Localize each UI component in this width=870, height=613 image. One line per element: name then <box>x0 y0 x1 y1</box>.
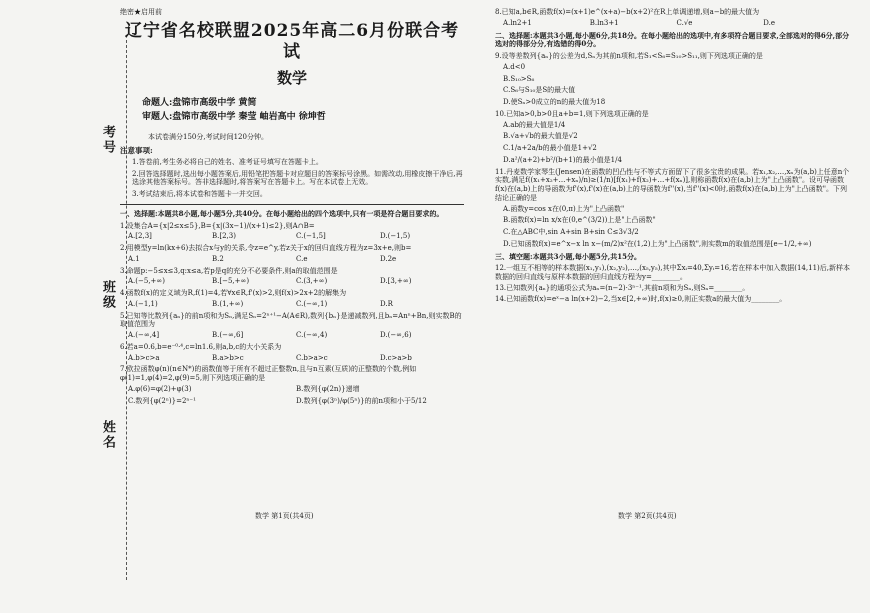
option: B.[2,3) <box>212 232 236 241</box>
question-2: 2.用模型y=ln(kx+6)去拟合x与y的关系,令z=e^y,若z关于x的回归直线方程为z=3x+e,则b= <box>120 244 412 253</box>
question-1-options <box>128 232 464 241</box>
option: C.(−∞,1) <box>296 299 328 308</box>
option: A.函数y=cos x在(0,π)上为"上凸函数" <box>503 204 625 213</box>
notice-item: 1.答卷前,考生务必将自己的姓名、准考证号填写在答题卡上。 <box>132 157 323 166</box>
option: C.(−∞,4) <box>296 331 328 340</box>
option: A.ln2+1 <box>503 18 532 27</box>
section-3-heading: 三、填空题:本题共3小题,每小题5分,共15分。 <box>495 251 641 261</box>
option: B.√a+√b的最大值是√2 <box>503 132 578 141</box>
option: B.[−5,+∞) <box>212 277 250 286</box>
option: A.[2,3] <box>128 232 152 241</box>
option: A.(−5,+∞) <box>128 277 165 286</box>
page-2-footer: 数学 第2页(共4页) <box>618 512 677 520</box>
question-9: 9.设等差数列{aₙ}的公差为d,Sₙ为其前n项和,若S₁<S₆=S₁₀>S₁₁,则下列选项正确的是 <box>495 52 763 60</box>
section-2-heading: 二、选择题:本题共3小题,每小题6分,共18分。在每小题给出的选项中,有多项符合题目要求,全部选对的得6分,部分选对的得部分分,有选错的得0分。 <box>495 30 850 49</box>
option: D.使Sₙ>0成立的n的最大值为18 <box>503 98 606 106</box>
option: D.[3,+∞) <box>380 277 412 286</box>
option: C.e <box>296 254 308 263</box>
option: D.数列{φ(3ⁿ)/φ(5ⁿ)}的前n项和小于5/12 <box>296 396 427 405</box>
question-10: 10.已知a>0,b>0且a+b=1,则下列选项正确的是 <box>495 109 649 118</box>
question-1: 1.设集合A={x|2≤x≤5},B={x|(3x−1)/(x+1)≤2},则A∩B= <box>120 221 315 230</box>
exam-meta: 本试卷满分150分,考试时间120分钟。 <box>148 132 268 141</box>
page-2 <box>495 8 850 305</box>
option: C.S₆与S₁₀是S的最大值 <box>503 86 576 95</box>
option: C.数列{φ(2ⁿ)}=2ⁿ⁻¹ <box>128 396 196 405</box>
option: D.c>a>b <box>380 353 412 362</box>
section-1-heading: 一、选择题:本题共8小题,每小题5分,共40分。在每小题给出的四个选项中,只有一项是符合题目要求的。 <box>120 208 444 218</box>
option: B.S₁₀>S₆ <box>503 74 535 83</box>
question-3: 3.命题p:−5≤x≤3,q:x≤a,若p是q的充分不必要条件,则a的取值范围是 <box>120 266 338 275</box>
exam-number-label: 考号 <box>100 125 115 155</box>
exam-title: 辽宁省名校联盟2025年高二6月份联合考试 <box>124 20 460 62</box>
question-14: 14.已知函数f(x)=eˣ−a ln(x+2)−2,当x∈[2,+∞)时,f(x)≥0,则正实数a的最大值为________。 <box>495 294 787 303</box>
option: D.(−∞,6) <box>380 331 412 340</box>
option: D.a²/(a+2)+b²/(b+1)的最小值是1/4 <box>503 155 622 164</box>
option: B.(−∞,6] <box>212 331 244 340</box>
name-label: 姓名 <box>100 420 115 450</box>
class-label: 班级 <box>100 280 115 310</box>
question-12: 12.一组互不相等的样本数据(x₁,y₁),(x₂,y₂),…,(x₅,y₅),其中Σxᵢ=40,Σyᵢ=16,若在样本中加入数据(14,11)后,新样本数据的回归直线与原样本数据的回归直线方程为y=________。 <box>495 264 850 281</box>
question-4: 4.函数f(x)的定义域为R,f(1)=4,若∀x∈R,f'(x)>2,则f(x)>2x+2的解集为 <box>120 289 347 298</box>
option: B.2 <box>212 254 224 263</box>
question-6-options <box>128 354 464 363</box>
notice-heading: 注意事项: <box>120 145 153 155</box>
question-13: 13.已知数列{aₙ}的通项公式为aₙ=(n−2)·3ⁿ⁻¹,其前n项和为Sₙ,则Sₙ=________。 <box>495 283 750 292</box>
option: A.1 <box>128 254 140 263</box>
option: B.ln3+1 <box>589 18 619 27</box>
divider <box>120 204 464 205</box>
option: D.e <box>763 18 775 27</box>
option: C.(3,+∞) <box>296 277 328 286</box>
author-line: 命题人:盘锦市高级中学 黄简 <box>142 98 257 108</box>
question-7-options-row2 <box>128 397 464 406</box>
option: C.1/a+2a/b的最小值是1+√2 <box>503 144 597 152</box>
option: A.ab的最大值是1/4 <box>503 120 566 129</box>
option: A.(−∞,4] <box>128 331 160 340</box>
notice-list <box>132 158 464 199</box>
option: D.(−1,5) <box>380 232 411 241</box>
notice-item: 2.回答选择题时,选出每小题答案后,用铅笔把答题卡对应题目的答案标号涂黑。如需改动,用橡皮擦干净后,再选涂其他答案标号。答非选择题时,将答案写在答题卡上。写在本试卷上无效。 <box>132 169 463 187</box>
question-8: 8.已知a,b∈R,函数f(x)=(x+1)e^(x+a)−b(x+2)²在R上单调递增,则a−b的最大值为 <box>495 8 760 16</box>
option: B.(1,+∞) <box>212 299 244 308</box>
question-11: 11.丹麦数学家琴生(Jensen)在函数的凹凸性与不等式方面留下了很多宝贵的成果。若x₁,x₂,…,xₙ为(a,b)上任意n个实数,满足f((x₁+x₂+…+xₙ)/n)≥(1/n)[f(x₁)+f(x₂)+…+f(xₙ)],则称函数f(x)在(a,b)上为"上凸函数"。设可导函数f(x)在(a,b)上的导函数为f'(x),f'(x)在(a,b)上的导函数为f''(x),当f''(x)<0时,函数f(x)在(a,b)上为"上凸函数"。下列结论正确的是 <box>495 167 850 202</box>
page-1 <box>120 8 464 408</box>
reviewer-line: 审题人:盘锦市高级中学 秦莹 岫岩高中 徐坤哲 <box>142 112 326 123</box>
option: C.(−1,5] <box>296 232 326 241</box>
subject-title: 数学 <box>276 69 307 88</box>
page-1-footer: 数学 第1页(共4页) <box>255 512 314 520</box>
option: A.b>c>a <box>128 353 160 362</box>
option: D.已知函数f(x)=e^x−x ln x−(m/2)x²在(1,2)上为"上凸函数",则实数m的取值范围是[e−1/2,+∞) <box>503 239 812 248</box>
confidential-mark: 绝密★启用前 <box>120 8 162 16</box>
question-4-options <box>128 300 464 309</box>
option: C.在△ABC中,sin A+sin B+sin C≤3√3/2 <box>503 228 639 236</box>
option: B.函数f(x)=ln x/x在(0,e^(3/2))上是"上凸函数" <box>503 216 656 225</box>
question-5: 5.已知等比数列{aₙ}的前n项和为Sₙ,满足Sₙ=2ⁿ⁺¹−A(A∈R),数列{bₙ}是递减数列,且bₙ=Anⁿ+Bn,则实数B的取值范围为 <box>120 311 462 329</box>
option: D.R <box>380 299 393 308</box>
question-7: 7.欧拉函数φ(n)(n∈N*)的函数值等于所有不超过正整数n,且与n互素(互质)的正整数的个数,例如φ(1)=1,φ(4)=2,φ(9)=5,则下列选项正确的是 <box>120 365 417 383</box>
option: D.2e <box>380 254 397 263</box>
option: C.b>a>c <box>296 353 328 362</box>
question-5-options <box>128 331 464 340</box>
question-7-options-row1 <box>128 385 464 394</box>
option: A.φ(6)=φ(2)+φ(3) <box>128 384 192 393</box>
question-8-options <box>503 19 850 28</box>
option: A.d<0 <box>503 62 526 71</box>
question-2-options <box>128 255 464 264</box>
option: C.√e <box>676 18 693 27</box>
option: A.(−1,1) <box>128 299 158 308</box>
option: B.数列{φ(2n)}递增 <box>296 384 360 393</box>
question-6: 6.若a=0.6,b=e⁻⁰·⁴,c=ln1.6,则a,b,c的大小关系为 <box>120 342 282 351</box>
question-3-options <box>128 277 464 286</box>
notice-item: 3.考试结束后,将本试卷和答题卡一并交回。 <box>132 190 267 199</box>
option: B.a>b>c <box>212 353 244 362</box>
